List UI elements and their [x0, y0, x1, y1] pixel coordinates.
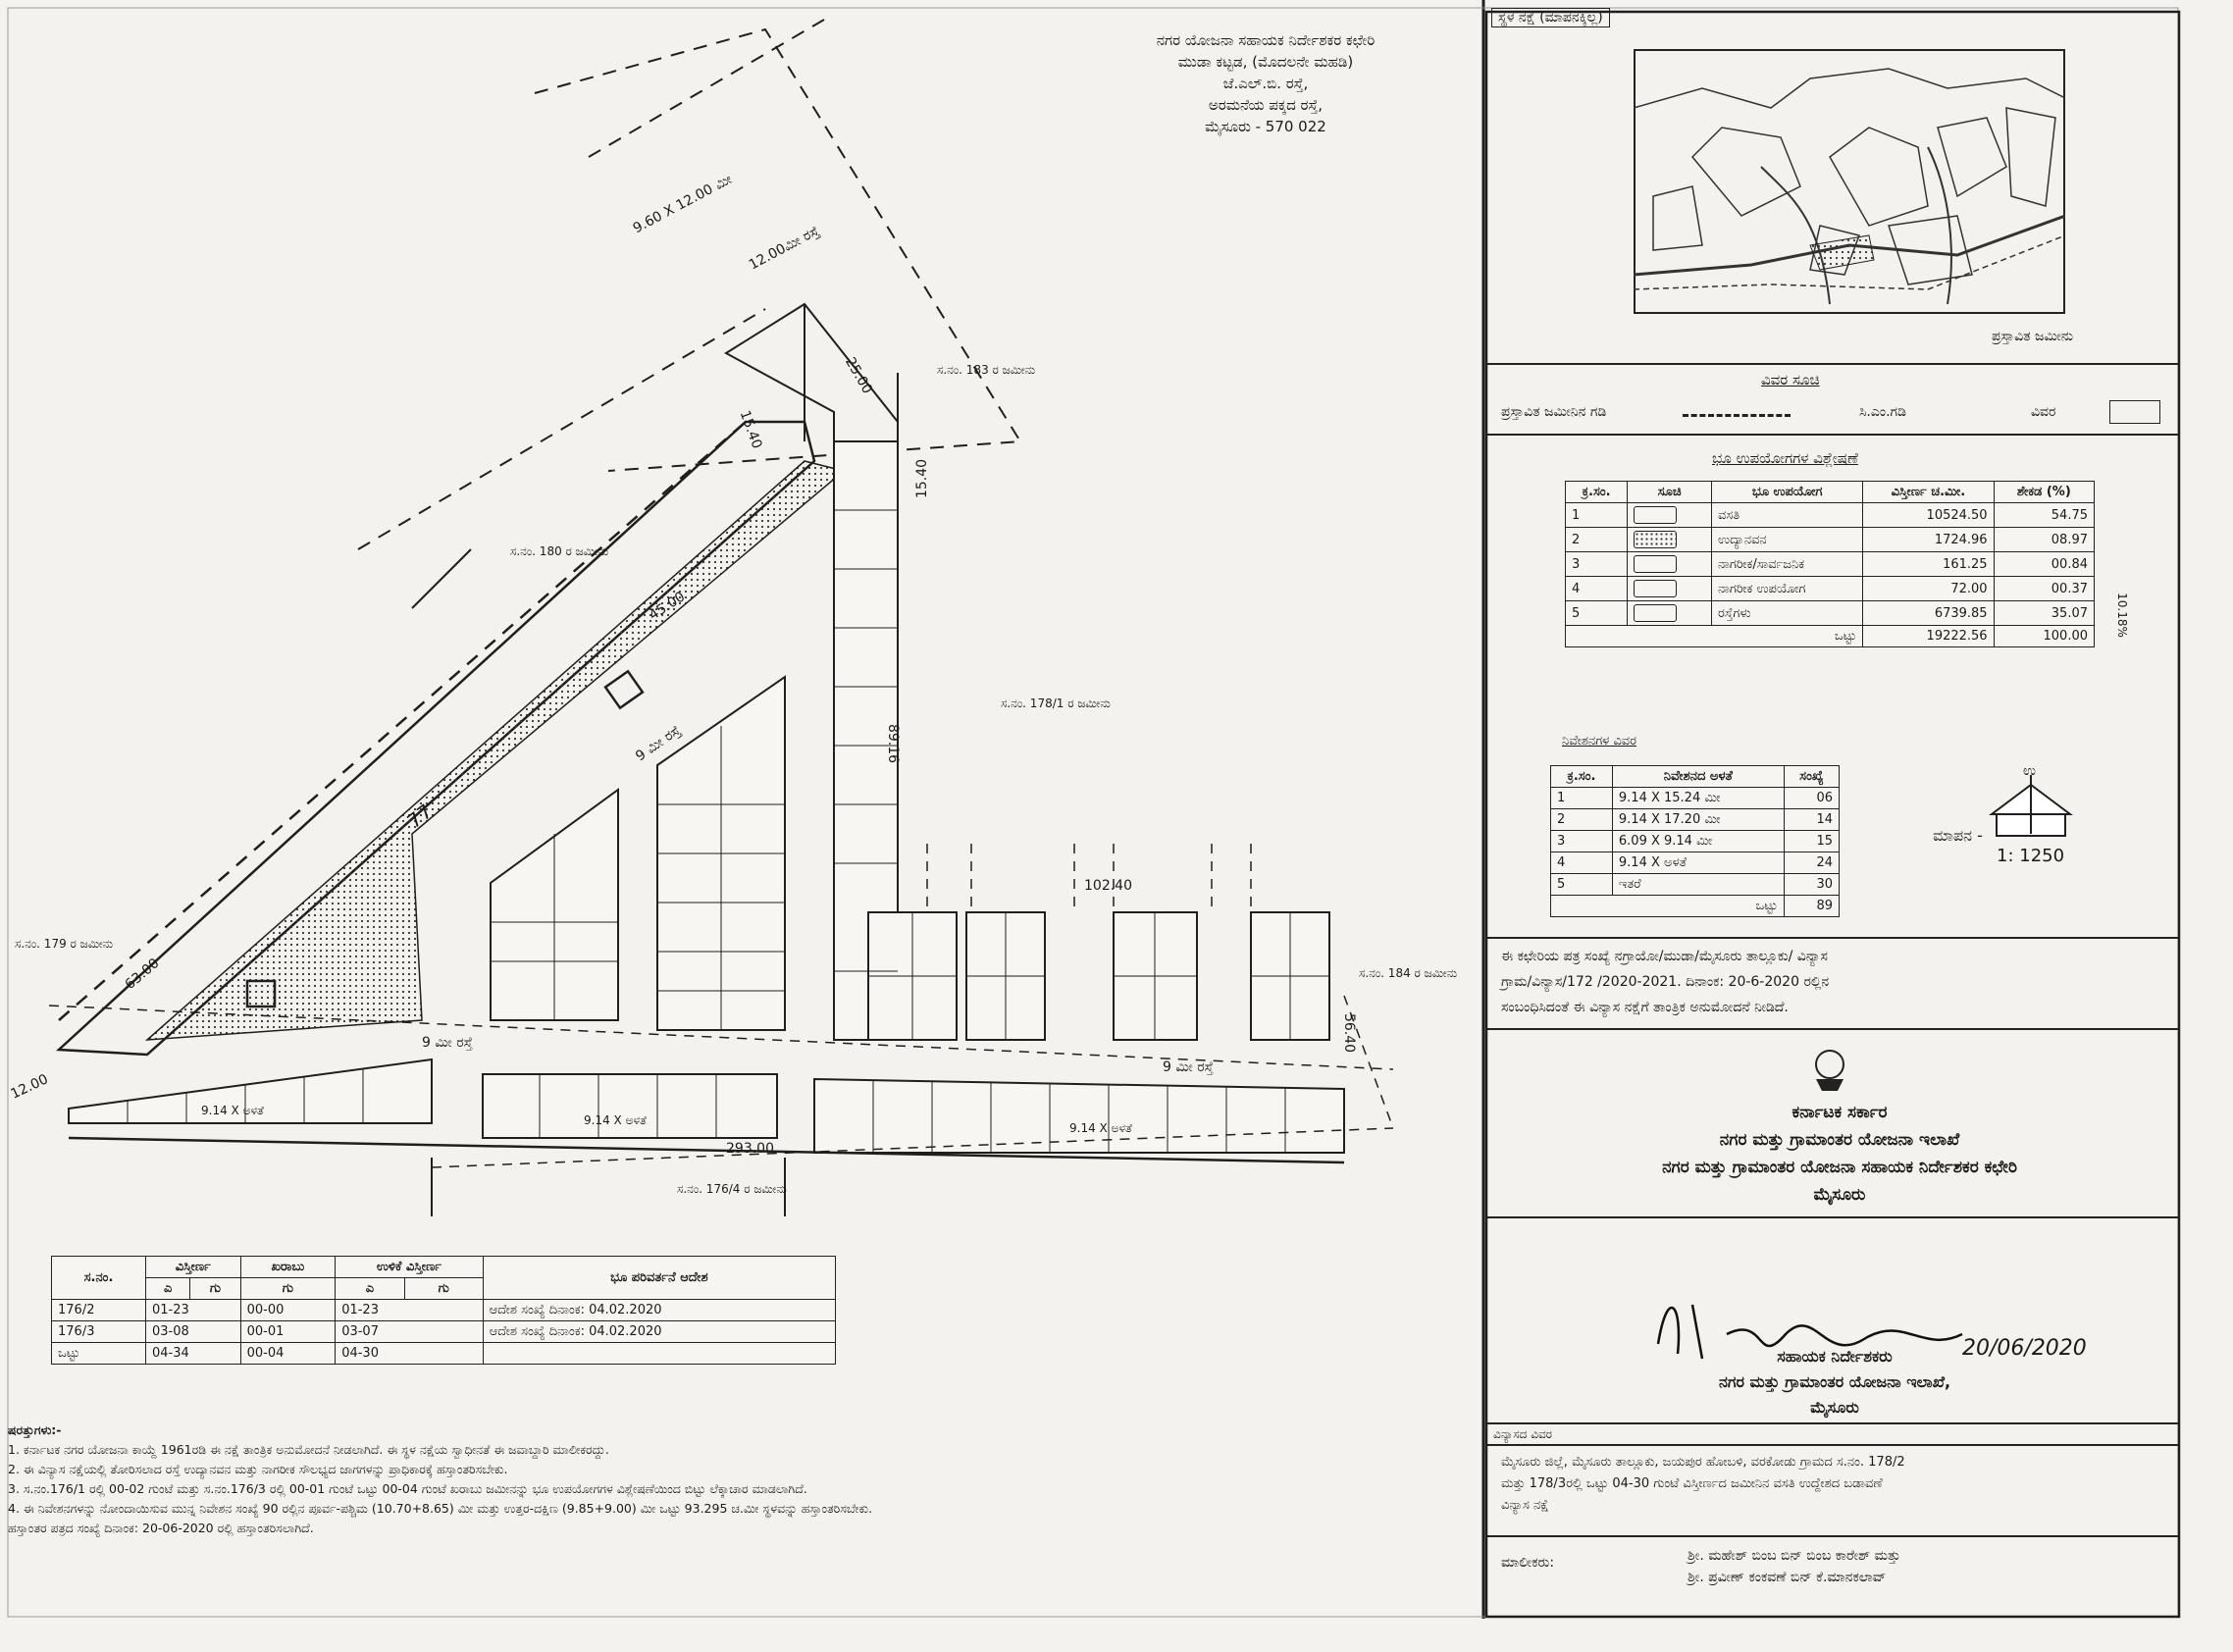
- plots-title: ನಿವೇಶನಗಳ ವಿವರ: [1562, 734, 1637, 749]
- survey-table: [51, 1256, 836, 1365]
- signatory-line: ಮೈಸೂರು: [1810, 1398, 1859, 1417]
- road-label: 9 ಮೀ ರಸ್ತೆ: [422, 1035, 473, 1051]
- north-arrow-icon: [1992, 775, 2070, 836]
- survey-number: ಒಟ್ಟು: [52, 1343, 146, 1365]
- survey-row: [52, 1321, 836, 1343]
- survey-net: 03-07: [336, 1321, 483, 1343]
- landuse-row: [1566, 577, 2095, 601]
- note-line: 3. ಸ.ನಂ.176/1 ರಲ್ಲಿ 00-02 ಗುಂಟೆ ಮತ್ತು ಸ.ನಂ.176/3 ರಲ್ಲಿ 00-01 ಗುಂಟೆ ಒಟ್ಟು 00-04 ಗುಂಟೆ ಖರಾಬು ಜಮೀನನ್ನು ಭೂ ಉಪಯೋಗಗಳ ವಿಶ್ಲೇಷಣೆಯಿಂದ ಬಿಟ್ಟು ಲೆಕ್ಕಾಚಾರ ಮಾಡಲಾಗಿದೆ.: [8, 1481, 807, 1496]
- dimension-label: 25.00: [842, 354, 875, 397]
- landuse-pct: 35.07: [1994, 601, 2094, 626]
- landuse-rows: [1566, 503, 2095, 647]
- address-line: ನಗರ ಯೋಜನಾ ಸಹಾಯಕ ನಿರ್ದೇಶಕರ ಕಛೇರಿ: [1156, 31, 1376, 49]
- approval-line: ಸಂಬಂಧಿಸಿದಂತೆ ಈ ವಿನ್ಯಾಸ ನಕ್ಷೆಗೆ ತಾಂತ್ರಿಕ ಅನುಮೋದನೆ ನೀಡಿದೆ.: [1501, 1000, 1789, 1015]
- landuse-table: [1565, 481, 2095, 647]
- karnataka-emblem-icon: [1816, 1051, 1844, 1091]
- survey-row: [52, 1300, 836, 1321]
- site-map-title: ಸ್ಥಳ ನಕ್ಷೆ (ಮಾಪನಕ್ಕಿಲ್ಲ): [1491, 8, 1610, 27]
- index-mid: ಸಿ.ಎಂ.ಗಡಿ: [1859, 404, 1906, 420]
- plots-count: 06: [1784, 788, 1839, 809]
- plots-count: 14: [1784, 809, 1839, 831]
- plots-size: 9.14 X 15.24 ಮೀ: [1612, 788, 1784, 809]
- road-label: 9 ಮೀ ರಸ್ತೆ: [633, 722, 684, 765]
- landuse-swatch: [1634, 580, 1677, 597]
- landuse-header: ವಿಸ್ತೀರ್ಣ ಚ.ಮೀ.: [1863, 482, 1994, 503]
- note-line: 2. ಈ ವಿನ್ಯಾಸ ನಕ್ಷೆಯಲ್ಲಿ ತೋರಿಸಲಾದ ರಸ್ತೆ ಉದ್ಯಾನವನ ಮತ್ತು ನಾಗರೀಕ ಸೌಲಭ್ಯದ ಜಾಗಗಳನ್ನು ಪ್ರಾಧಿಕಾರಕ್ಕೆ ಹಸ್ತಾಂತರಿಸಬೇಕು.: [8, 1462, 508, 1476]
- govt-line: ನಗರ ಮತ್ತು ಗ್ರಾಮಾಂತರ ಯೋಜನಾ ಇಲಾಖೆ: [1719, 1130, 1960, 1150]
- landuse-total-pct: 100.00: [1994, 626, 2094, 647]
- landuse-swatch: [1634, 506, 1677, 524]
- approval-line: ಗ್ರಾಮ/ವಿನ್ಯಾಸ/172 /2020-2021. ದಿನಾಂಕ: 20-6-2020 ರಲ್ಲಿನ: [1501, 974, 1830, 990]
- approval-line: ಈ ಕಛೇರಿಯ ಪತ್ರ ಸಂಖ್ಯೆ ನಗ್ರಾಯೋ/ಮುಡಾ/ಮೈಸೂರು ತಾಲ್ಲೂಕು/ ವಿನ್ಯಾಸ: [1501, 949, 1828, 964]
- plots-no: 3: [1551, 831, 1613, 852]
- site-key-map: [1634, 49, 2065, 314]
- conditions-notes: [8, 1420, 1475, 1538]
- govt-line: ಕರ್ನಾಟಕ ಸರ್ಕಾರ: [1792, 1103, 1888, 1122]
- dimension-label: 56.40: [1341, 1012, 1358, 1054]
- landuse-pct: 08.97: [1994, 528, 2094, 552]
- survey-kharab: 00-00: [240, 1300, 336, 1321]
- dimension-label: 102.40: [1084, 878, 1132, 894]
- owners-text: [1688, 1545, 1900, 1588]
- dimension-label: 63.00: [122, 955, 163, 994]
- road-width-label: 77: [402, 799, 438, 834]
- landuse-header: ಭೂ ಉಪಯೋಗ: [1712, 482, 1863, 503]
- landuse-header: ಶೇಕಡ (%): [1994, 482, 2094, 503]
- address-line: ಜೆ.ಎಲ್.ಬಿ. ರಸ್ತೆ,: [1222, 75, 1309, 92]
- government-block: [1511, 1099, 2168, 1209]
- survey-kharab: 00-04: [240, 1343, 336, 1365]
- plots-header: ಸಂಖ್ಯೆ: [1784, 766, 1839, 788]
- landuse-no: 4: [1566, 577, 1628, 601]
- civic-amenity-marker: [605, 671, 643, 707]
- plots-size: 6.09 X 9.14 ಮೀ: [1612, 831, 1784, 852]
- survey-header: ವಿಸ್ತೀರ್ಣ: [146, 1257, 241, 1278]
- landuse-swatch: [1634, 531, 1677, 548]
- landuse-use: ವಸತಿ: [1712, 503, 1863, 528]
- landuse-no: 5: [1566, 601, 1628, 626]
- dimension-label: 45.00: [646, 589, 689, 624]
- landuse-use: ರಸ್ತೆಗಳು: [1712, 601, 1863, 626]
- signatory-block: [1629, 1344, 2041, 1420]
- subject-line: ಮೈಸೂರು ಜಿಲ್ಲೆ, ಮೈಸೂರು ತಾಲ್ಲೂಕು, ಜಯಪುರ ಹೋಬಳಿ, ವರಕೋಡು ಗ್ರಾಮದ ಸ.ನಂ. 178/2: [1501, 1455, 1905, 1470]
- owners-label: ಮಾಲೀಕರು:: [1501, 1555, 1555, 1571]
- dimension-label: 293.00: [726, 1141, 774, 1157]
- survey-area: 03-08: [146, 1321, 241, 1343]
- dimension-label: 12.00: [8, 1071, 51, 1103]
- plots-size: 9.14 X ಅಳತೆ: [1612, 852, 1784, 874]
- govt-line: ಮೈಸೂರು: [1813, 1185, 1866, 1205]
- signatory-line: ನಗರ ಮತ್ತು ಗ್ರಾಮಾಂತರ ಯೋಜನಾ ಇಲಾಖೆ,: [1718, 1372, 1951, 1391]
- survey-area: 04-34: [146, 1343, 241, 1365]
- plots-no: 4: [1551, 852, 1613, 874]
- site-map-caption: ಪ್ರಸ್ತಾವಿತ ಜಮೀನು: [1992, 329, 2074, 344]
- plots-size: 9.14 X 17.20 ಮೀ: [1612, 809, 1784, 831]
- plots-row: [1551, 788, 1840, 809]
- survey-net: 01-23: [336, 1300, 483, 1321]
- govt-line: ನಗರ ಮತ್ತು ಗ್ರಾಮಾಂತರ ಯೋಜನಾ ಸಹಾಯಕ ನಿರ್ದೇಶಕರ ಕಛೇರಿ: [1662, 1158, 2017, 1177]
- plots-header: ನಿವೇಶನದ ಅಳತೆ: [1612, 766, 1784, 788]
- plots-row: [1551, 831, 1840, 852]
- survey-header: ಸ.ನಂ.: [52, 1257, 146, 1300]
- road-size-label: 9.60 X 12.00 ಮೀ: [630, 171, 735, 237]
- plots-total-count: 89: [1784, 896, 1839, 917]
- landuse-use: ನಾಗರೀಕ/ಸಾರ್ವಜನಿಕ: [1712, 552, 1863, 577]
- plots-row: [1551, 809, 1840, 831]
- landuse-row: [1566, 601, 2095, 626]
- survey-net: 04-30: [336, 1343, 483, 1365]
- landuse-area: 72.00: [1863, 577, 1994, 601]
- owner-line: ಶ್ರೀ. ಮಹೇಶ್ ಬಿಂಬ ಬಿನ್ ಬಿಂಬ ಕಾರೇಶ್ ಮತ್ತು: [1688, 1548, 1901, 1564]
- block-label: 9.14 X ಅಳತೆ: [584, 1113, 647, 1127]
- subject-text: [1501, 1452, 2168, 1517]
- landuse-title: ಭೂ ಉಪಯೋಗಗಳ ವಿಶ್ಲೇಷಣೆ: [1712, 449, 1858, 467]
- subject-line: ಮತ್ತು 178/3ರಲ್ಲಿ ಒಟ್ಟು 04-30 ಗುಂಟೆ ವಿಸ್ತೀರ್ಣದ ಜಮೀನಿನ ವಸತಿ ಉದ್ದೇಶದ ಬಡಾವಣೆ: [1501, 1476, 1883, 1491]
- index-title: ವಿವರ ಸೂಚಿ: [1761, 371, 1820, 388]
- landuse-row: [1566, 552, 2095, 577]
- landuse-pct: 00.84: [1994, 552, 2094, 577]
- address-line: ಅರಮನೆಯ ಪಕ್ಕದ ರಸ್ತೆ,: [1208, 96, 1324, 114]
- plots-total-label: ಒಟ್ಟು: [1551, 896, 1785, 917]
- landuse-swatch-cell: [1628, 503, 1712, 528]
- landuse-row: [1566, 528, 2095, 552]
- note-line: 4. ಈ ನಿವೇಶನಗಳನ್ನು ನೋಂದಾಯಿಸುವ ಮುನ್ನ ನಿವೇಶನ ಸಂಖ್ಯೆ 90 ರಲ್ಲಿನ ಪೂರ್ವ-ಪಶ್ಚಿಮ (10.70+8.65) ಮೀ ಮತ್ತು ಉತ್ತರ-ದಕ್ಷಿಣ (9.85+9.00) ಮೀ ಒಟ್ಟು 93.295 ಚ.ಮೀ ಸ್ಥಳವನ್ನು ಹಸ್ತಾಂತರಿಸಬೇಕು.: [8, 1501, 873, 1516]
- landuse-swatch-cell: [1628, 528, 1712, 552]
- plots-count: 30: [1784, 874, 1839, 896]
- address-line: ಮುಡಾ ಕಟ್ಟಡ, (ಮೊದಲನೇ ಮಹಡಿ): [1177, 53, 1354, 71]
- adjacent-survey-label: ಸ.ನಂ. 184 ರ ಜಮೀನು: [1359, 966, 1458, 980]
- plots-table: [1550, 765, 1840, 917]
- block-label: 9.14 X ಅಳತೆ: [1069, 1121, 1132, 1135]
- landuse-area: 10524.50: [1863, 503, 1994, 528]
- scale-value: 1: 1250: [1997, 846, 2065, 866]
- signatory-line: ಸಹಾಯಕ ನಿರ್ದೇಶಕರು: [1777, 1347, 1893, 1366]
- landuse-no: 1: [1566, 503, 1628, 528]
- landuse-header: ಕ್ರ.ಸಂ.: [1566, 482, 1628, 503]
- landuse-pct: 00.37: [1994, 577, 2094, 601]
- owner-line: ಶ್ರೀ. ಪ್ರವೀಣ್ ಕಂಕವಣೆ ಬಿನ್ ಕೆ.ಮಾನಕಲಾವ್: [1688, 1570, 1887, 1585]
- plots-rows: [1551, 788, 1840, 917]
- dimension-label: 15.40: [736, 408, 765, 451]
- survey-subheader: ಗು: [240, 1278, 336, 1300]
- subject-line: ವಿನ್ಯಾಸ ನಕ್ಷೆ: [1501, 1498, 1549, 1513]
- landuse-side-note: 10.18%: [2114, 593, 2129, 638]
- north-label: ಉ: [2023, 763, 2036, 779]
- survey-subheader: ಗು: [404, 1278, 483, 1300]
- index-swatch: [2109, 400, 2160, 424]
- landuse-swatch: [1634, 604, 1677, 622]
- survey-header: ಖರಾಬು: [240, 1257, 336, 1278]
- index-right: ವಿವರ: [2031, 404, 2056, 420]
- plots-count: 24: [1784, 852, 1839, 874]
- road-label: 12.00ಮೀ ರಸ್ತೆ: [746, 223, 822, 274]
- landuse-use: ನಾಗರೀಕ ಉಪಯೋಗ: [1712, 577, 1863, 601]
- survey-rows: [52, 1300, 836, 1365]
- landuse-row: [1566, 503, 2095, 528]
- landuse-total-area: 19222.56: [1863, 626, 1994, 647]
- landuse-total-label: ಒಟ್ಟು: [1566, 626, 1863, 647]
- survey-number: 176/3: [52, 1321, 146, 1343]
- landuse-area: 6739.85: [1863, 601, 1994, 626]
- landuse-no: 2: [1566, 528, 1628, 552]
- landuse-swatch-cell: [1628, 601, 1712, 626]
- scale-label: ಮಾಪನ -: [1933, 826, 1983, 845]
- dimension-label: 15.40: [914, 458, 931, 499]
- survey-subheader: ಗು: [190, 1278, 240, 1300]
- survey-kharab: 00-01: [240, 1321, 336, 1343]
- plots-no: 2: [1551, 809, 1613, 831]
- plots-total-row: [1551, 896, 1840, 917]
- plots-row: [1551, 874, 1840, 896]
- plots-no: 1: [1551, 788, 1613, 809]
- survey-area: 01-23: [146, 1300, 241, 1321]
- landuse-no: 3: [1566, 552, 1628, 577]
- landuse-area: 161.25: [1863, 552, 1994, 577]
- adjacent-survey-label: ಸ.ನಂ. 178/1 ರ ಜಮೀನು: [1001, 697, 1111, 710]
- plots-no: 5: [1551, 874, 1613, 896]
- survey-row: [52, 1343, 836, 1365]
- adjacent-survey-label: ಸ.ನಂ. 176/4 ರ ಜಮೀನು: [677, 1182, 787, 1196]
- note-line: ಹಸ್ತಾಂತರ ಪತ್ರದ ಸಂಖ್ಯೆ ದಿನಾಂಕ: 20-06-2020 ರಲ್ಲಿ ಹಸ್ತಾಂತರಿಸಲಾಗಿದೆ.: [8, 1521, 314, 1535]
- block-label: 9.14 X ಅಳತೆ: [201, 1104, 264, 1117]
- index-left: ಪ್ರಸ್ತಾವಿತ ಜಮೀನಿನ ಗಡಿ: [1501, 404, 1607, 420]
- landuse-use: ಉದ್ಯಾನವನ: [1712, 528, 1863, 552]
- road-label: 9 ಮೀ ರಸ್ತೆ: [1163, 1059, 1214, 1075]
- survey-order: ಆದೇಶ ಸಂಖ್ಯೆ ದಿನಾಂಕ: 04.02.2020: [483, 1321, 835, 1343]
- survey-subheader: ಎ: [336, 1278, 405, 1300]
- survey-order: [483, 1343, 835, 1365]
- landuse-swatch-cell: [1628, 552, 1712, 577]
- plots-row: [1551, 852, 1840, 874]
- landuse-swatch-cell: [1628, 577, 1712, 601]
- notes-title: ಷರತ್ತುಗಳು:-: [8, 1422, 62, 1437]
- office-address-stamp: [1104, 29, 1428, 137]
- signature-date: 20/06/2020: [1962, 1336, 2087, 1361]
- boundary-legend-line: [1683, 414, 1791, 417]
- landuse-pct: 54.75: [1994, 503, 2094, 528]
- adjacent-survey-label: ಸ.ನಂ. 180 ರ ಜಮೀನು: [510, 544, 609, 558]
- dimension-label: 89.16: [885, 723, 902, 764]
- landuse-header: ಸೂಚಿ: [1628, 482, 1712, 503]
- landuse-swatch: [1634, 555, 1677, 573]
- plots-count: 15: [1784, 831, 1839, 852]
- plots-size: ಇತರೆ: [1612, 874, 1784, 896]
- survey-number: 176/2: [52, 1300, 146, 1321]
- plots-header: ಕ್ರ.ಸಂ.: [1551, 766, 1613, 788]
- survey-header: ಉಳಿಕೆ ವಿಸ್ತೀರ್ಣ: [336, 1257, 483, 1278]
- note-line: 1. ಕರ್ನಾಟಕ ನಗರ ಯೋಜನಾ ಕಾಯ್ದೆ 1961ರಡಿ ಈ ನಕ್ಷೆ ತಾಂತ್ರಿಕ ಅನುಮೋದನೆ ನೀಡಲಾಗಿದೆ. ಈ ಸ್ಥಳ ನಕ್ಷೆಯ ಸ್ವಾಧೀನತೆ ಈ ಜವಾಬ್ದಾರಿ ಮಾಲೀಕರದ್ದು.: [8, 1442, 609, 1457]
- adjacent-survey-label: ಸ.ನಂ. 179 ರ ಜಮೀನು: [15, 937, 114, 951]
- landuse-total-row: [1566, 626, 2095, 647]
- approval-text: [1501, 944, 2168, 1020]
- adjacent-survey-label: ಸ.ನಂ. 183 ರ ಜಮೀನು: [937, 363, 1036, 377]
- address-line: ಮೈಸೂರು - 570 022: [1205, 118, 1326, 135]
- landuse-area: 1724.96: [1863, 528, 1994, 552]
- subject-label: ವಿನ್ಯಾಸದ ವಿವರ: [1493, 1427, 1553, 1441]
- survey-order: ಆದೇಶ ಸಂಖ್ಯೆ ದಿನಾಂಕ: 04.02.2020: [483, 1300, 835, 1321]
- survey-header: ಭೂ ಪರಿವರ್ತನೆ ಆದೇಶ: [483, 1257, 835, 1300]
- survey-subheader: ಎ: [146, 1278, 190, 1300]
